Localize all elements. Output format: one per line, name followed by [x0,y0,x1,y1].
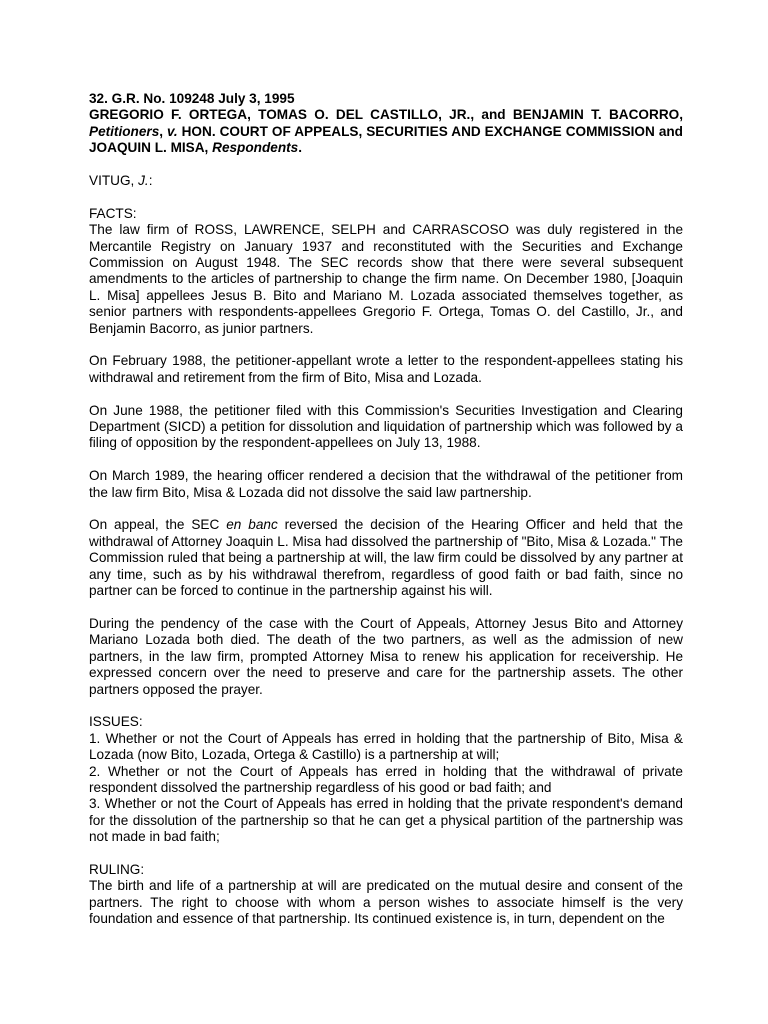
issues-heading: ISSUES: [89,714,143,730]
ponente-title: J. [138,173,149,189]
ponente-name: VITUG, [89,173,135,189]
facts-p5-start: On appeal, the SEC [89,517,227,533]
petitioner-names: GREGORIO F. ORTEGA, TOMAS O. DEL CASTILLO, JR., and BENJAMIN T. BACORRO, [89,107,683,123]
issue-item-1: 1. Whether or not the Court of Appeals has erred in holding that the partnership of Bito, Misa & Lozada (now Bito, Lozada, Ortega & Castillo) is a partnership at will; [89,730,683,763]
ruling-heading: RULING: [89,861,145,877]
facts-p5-rest: reversed the decision of the Hearing Officer and held that the withdrawal of Attorney Joaquin L. Misa had dissolved the partnership of "Bito, Misa & Lozada." The Commission ruled that being a partnership at will, the law firm could be dissolved by any partner at any time, such as by his withdrawal therefrom, regardless of good faith or bad faith, since no partner can be forced to continue in the partnership against his will. [89,517,684,599]
ruling-paragraph-1: The birth and life of a partnership at will are predicated on the mutual desire and consent of the partners. The right to choose with whom a person wishes to associate himself is the very foundation and essence of that partnership. Its continued existence is, in turn, dependent on the [89,878,683,927]
facts-paragraph-6: During the pendency of the case with the Court of Appeals, Attorney Jesus Bito and Attorney Mariano Lozada both died. The death of the two partners, as well as the admission of new partners, in the law firm, prompted Attorney Misa to renew his application for receivership. He expressed concern over the need to preserve and care for the partnership assets. The other partners opposed the prayer. [89,615,683,697]
facts-paragraph-2: On February 1988, the petitioner-appellant wrote a letter to the respondent-appellees stating his withdrawal and retirement from the firm of Bito, Misa and Lozada. [89,353,683,385]
en-banc-term: en banc [226,517,278,533]
respondents-label: Respondents [212,140,299,156]
petitioners-label: Petitioners [89,123,160,139]
case-parties: GREGORIO F. ORTEGA, TOMAS O. DEL CASTILLO, JR., and BENJAMIN T. BACORRO, Petitioners, v. HON. COURT OF APPEALS, SECURITIES AND EXCHANGE COMMISSION and JOAQUIN L. MISA, Respondents. [89,107,683,156]
respondent-names: HON. COURT OF APPEALS, SECURITIES AND EXCHANGE COMMISSION [181,123,655,139]
facts-heading: FACTS: [89,205,137,221]
issue-item-2: 2. Whether or not the Court of Appeals has erred in holding that the withdrawal of private respondent dissolved the partnership regardless of his good or bad faith; and [89,763,683,795]
ponente: VITUG, J.: [89,173,153,189]
case-number: 32. G.R. No. 109248 July 3, 1995 [89,91,295,106]
facts-paragraph-3: On June 1988, the petitioner filed with this Commission's Securities Investigation and Clearing Department (SICD) a petition for dissolution and liquidation of partnership which was followed by a filing of opposition by the respondent-appellees on July 13, 1988. [89,402,683,451]
respondent-names-cont: and JOAQUIN L. MISA, [89,123,683,156]
facts-paragraph-1: The law firm of ROSS, LAWRENCE, SELPH and CARRASCOSO was duly registered in the Mercantile Registry on January 1937 and reconstituted with the Securities and Exchange Commission on August 1948. The SEC records show that there were several subsequent amendments to the articles of partnership to change the firm name. On December 1980, [Joaquin L. Misa] appellees Jesus B. Bito and Mariano M. Lozada associated themselves together, as senior partners with respondents-appellees Gregorio F. Ortega, Tomas O. del Castillo, Jr., and Benjamin Bacorro, as junior partners. [89,222,683,336]
document-page [89,91,683,928]
facts-paragraph-5 [89,517,683,599]
versus-label: v. [167,123,178,139]
facts-paragraph-4: On March 1989, the hearing officer rendered a decision that the withdrawal of the petitioner from the law firm Bito, Misa & Lozada did not dissolve the said law partnership. [89,468,683,500]
issue-item-3: 3. Whether or not the Court of Appeals has erred in holding that the private respondent's demand for the dissolution of the partnership so that he can get a physical partition of the partnership was not made in bad faith; [89,796,683,845]
